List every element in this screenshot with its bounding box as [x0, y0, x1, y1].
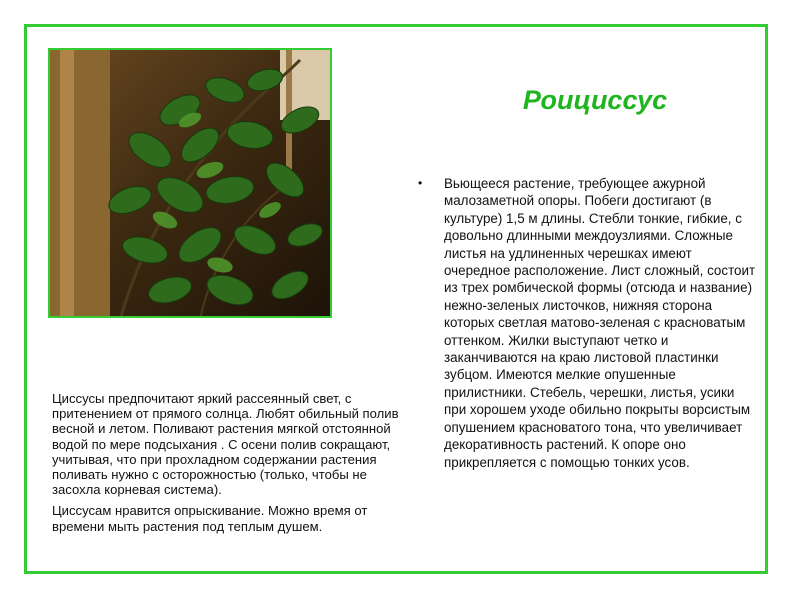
description-text: Вьющееся растение, требующее ажурной малозаметной опоры. Побеги достигают (в культуре) 1,5 м длины. Стебли тонкие, гибкие, с довольно длинными междоузлиями. Сложные листья на удлиненных черешках имеют очередное расположение. Лист сложный, состоит из трех ромбической формы (отсюда и название) нежно-зеленых листочков, нижняя сторона которых светлая матово-зеленая с красноватым оттенком. Жилки выступают четко и заканчиваются на краю листовой пластинки зубцом. Имеются мелкие опушенные прилистники. Стебель, черешки, листья, усики при хорошем уходе обильно покрыты ворсистым опушением красноватого тона, что увеличивает декоративность растений. К опоре оно прикрепляется с помощью тонких усов.: [444, 176, 756, 470]
care-paragraph: Циссусы предпочитают яркий рассеянный свет, с притенением от прямого солнца. Любят обильный полив весной и летом. Поливают растения мягкой отстоянной водой по мере подсыхания . С осени полив сокращают, учитывая, что при прохладном содержании растения поливать нужно с осторожностью (только, чтобы не засохла корневая система).: [52, 391, 399, 498]
plant-image: [50, 50, 332, 318]
care-paragraph: Циссусам нравится опрыскивание. Можно время от времени мыть растения под теплым душем.: [52, 503, 368, 534]
description-block: [418, 175, 758, 471]
care-block: [52, 391, 404, 540]
slide-title: Роициссус: [522, 85, 668, 115]
plant-photo: [48, 48, 332, 318]
bullet-marker: •: [418, 176, 423, 190]
